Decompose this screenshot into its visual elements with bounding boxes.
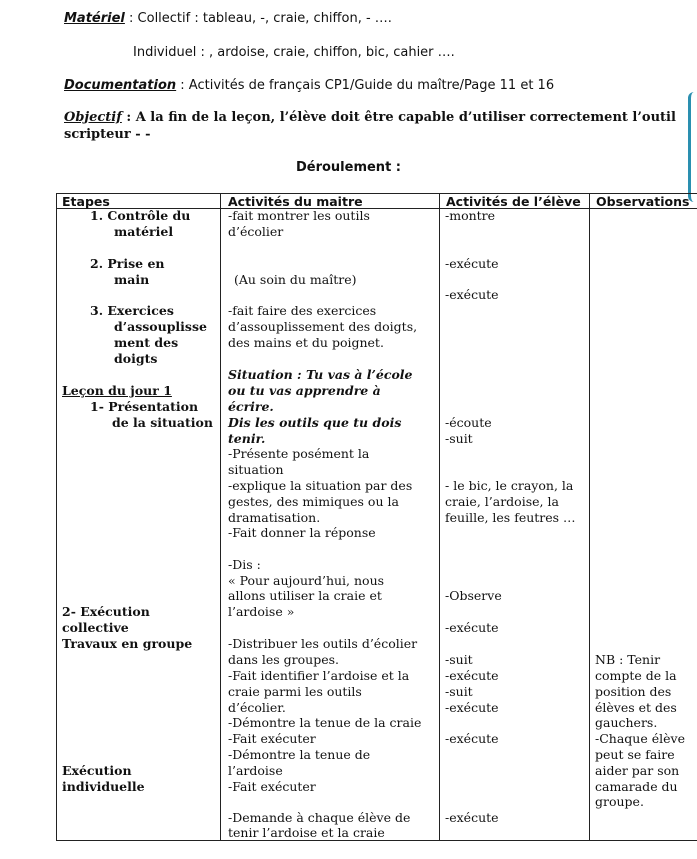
maitre-text: -Démontre la tenue de la craie: [228, 715, 422, 730]
header-etapes: Etapes: [62, 194, 110, 209]
observation-text: aider par son: [595, 763, 680, 778]
eleve-text: -exécute: [445, 287, 499, 302]
eleve-text: -exécute: [445, 668, 499, 683]
materiel-label: Matériel: [64, 11, 125, 26]
eleve-text: -montre: [445, 208, 496, 223]
header-observations: Observations: [596, 194, 690, 209]
maitre-text: -Fait exécuter: [228, 731, 316, 746]
maitre-text: craie parmi les outils: [228, 684, 362, 699]
maitre-text: dramatisation.: [228, 510, 321, 525]
eleve-text: -suit: [445, 684, 473, 699]
maitre-text: -Fait donner la réponse: [228, 525, 376, 540]
etape-text: 2. Prise en: [90, 256, 165, 271]
etape-text: Exécution: [62, 763, 132, 778]
eleve-text: -exécute: [445, 620, 499, 635]
observation-text: NB : Tenir: [595, 652, 661, 667]
maitre-text: -Fait identifier l’ardoise et la: [228, 668, 410, 683]
maitre-text: -Distribuer les outils d’écolier: [228, 636, 418, 651]
eleve-text: -écoute: [445, 415, 492, 430]
observation-text: position des: [595, 684, 672, 699]
documentation-label: Documentation: [64, 78, 177, 93]
maitre-text: allons utiliser la craie et: [228, 588, 382, 603]
maitre-text: ou tu vas apprendre à: [228, 383, 381, 398]
maitre-text: -explique la situation par des: [228, 478, 413, 493]
table-left-border: [56, 193, 57, 841]
objectif-label: Objectif: [64, 110, 122, 125]
maitre-text: tenir l’ardoise et la craie: [228, 825, 385, 840]
maitre-text: situation: [228, 462, 284, 477]
maitre-text: tenir.: [228, 431, 266, 446]
etape-text: matériel: [114, 224, 174, 239]
maitre-text: l’ardoise »: [228, 604, 295, 619]
etape-text: Leçon du jour 1: [62, 383, 172, 398]
header-activites-eleve: Activités de l’élève: [446, 194, 581, 209]
etape-text: 2- Exécution: [62, 604, 150, 619]
maitre-text: d’écolier.: [228, 700, 286, 715]
maitre-text: -Dis :: [228, 557, 261, 572]
maitre-text: l’ardoise: [228, 763, 283, 778]
maitre-text: d’écolier: [228, 224, 284, 239]
etape-text: Travaux en groupe: [62, 636, 193, 651]
maitre-text: -fait montrer les outils: [228, 208, 370, 223]
maitre-text: gestes, des mimiques ou la: [228, 494, 399, 509]
observation-text: compte de la: [595, 668, 677, 683]
eleve-text: craie, l’ardoise, la: [445, 494, 559, 509]
observation-text: élèves et des: [595, 700, 677, 715]
objectif-line-2: scripteur - -: [64, 127, 151, 142]
maitre-text: -Démontre la tenue de: [228, 747, 371, 762]
maitre-text: -fait faire des exercices: [228, 303, 377, 318]
eleve-text: -exécute: [445, 700, 499, 715]
individuel-line: Individuel : , ardoise, craie, chiffon, bic, cahier ….: [133, 45, 455, 60]
header-activites-maitre: Activités du maitre: [228, 194, 363, 209]
materiel-text: : Collectif : tableau, -, craie, chiffon, - ….: [124, 11, 392, 26]
documentation-line: [64, 78, 554, 93]
maitre-text: Situation : Tu vas à l’école: [228, 367, 413, 382]
table-col-divider-2: [439, 193, 440, 841]
etape-text: main: [114, 272, 150, 287]
maitre-text: écrire.: [228, 399, 274, 414]
maitre-text: d’assouplissement des doigts,: [228, 319, 418, 334]
page-edge-decoration: [688, 92, 697, 202]
eleve-text: -exécute: [445, 810, 499, 825]
deroulement-title: Déroulement :: [295, 160, 402, 175]
etape-text: collective: [62, 620, 129, 635]
maitre-text: « Pour aujourd’hui, nous: [228, 573, 385, 588]
eleve-text: -exécute: [445, 731, 499, 746]
etape-text: ment des: [114, 335, 179, 350]
maitre-text: Dis les outils que tu dois: [228, 415, 402, 430]
etape-text: doigts: [114, 351, 158, 366]
objectif-line: [64, 110, 676, 125]
eleve-text: -Observe: [445, 588, 502, 603]
observation-text: camarade du: [595, 779, 678, 794]
etape-text: individuelle: [62, 779, 145, 794]
table-col-divider-3: [589, 193, 590, 841]
observation-text: peut se faire: [595, 747, 675, 762]
deroulement-table: [56, 193, 697, 841]
etape-text: d’assouplisse: [114, 319, 207, 334]
maitre-text: des mains et du poignet.: [228, 335, 384, 350]
maitre-text: -Demande à chaque élève de: [228, 810, 411, 825]
etape-text: 1- Présentation: [90, 399, 199, 414]
maitre-text: -Présente posément la: [228, 446, 370, 461]
etape-text: 3. Exercices: [90, 303, 174, 318]
observation-text: gauchers.: [595, 715, 658, 730]
documentation-text: : Activités de français CP1/Guide du maître/Page 11 et 16: [176, 78, 555, 93]
maitre-text: (Au soin du maître): [234, 272, 357, 287]
materiel-line: [64, 11, 392, 26]
observation-text: groupe.: [595, 794, 644, 809]
objectif-text: : A la fin de la leçon, l’élève doit être capable d’utiliser correctement l’outil: [121, 110, 676, 125]
etape-text: de la situation: [112, 415, 213, 430]
eleve-text: -suit: [445, 431, 473, 446]
maitre-text: dans les groupes.: [228, 652, 340, 667]
eleve-text: -exécute: [445, 256, 499, 271]
eleve-text: feuille, les feutres …: [445, 510, 576, 525]
etape-text: 1. Contrôle du: [90, 208, 191, 223]
table-col-divider-1: [220, 193, 221, 841]
eleve-text: - le bic, le crayon, la: [445, 478, 574, 493]
eleve-text: -suit: [445, 652, 473, 667]
maitre-text: -Fait exécuter: [228, 779, 316, 794]
observation-text: -Chaque élève: [595, 731, 685, 746]
